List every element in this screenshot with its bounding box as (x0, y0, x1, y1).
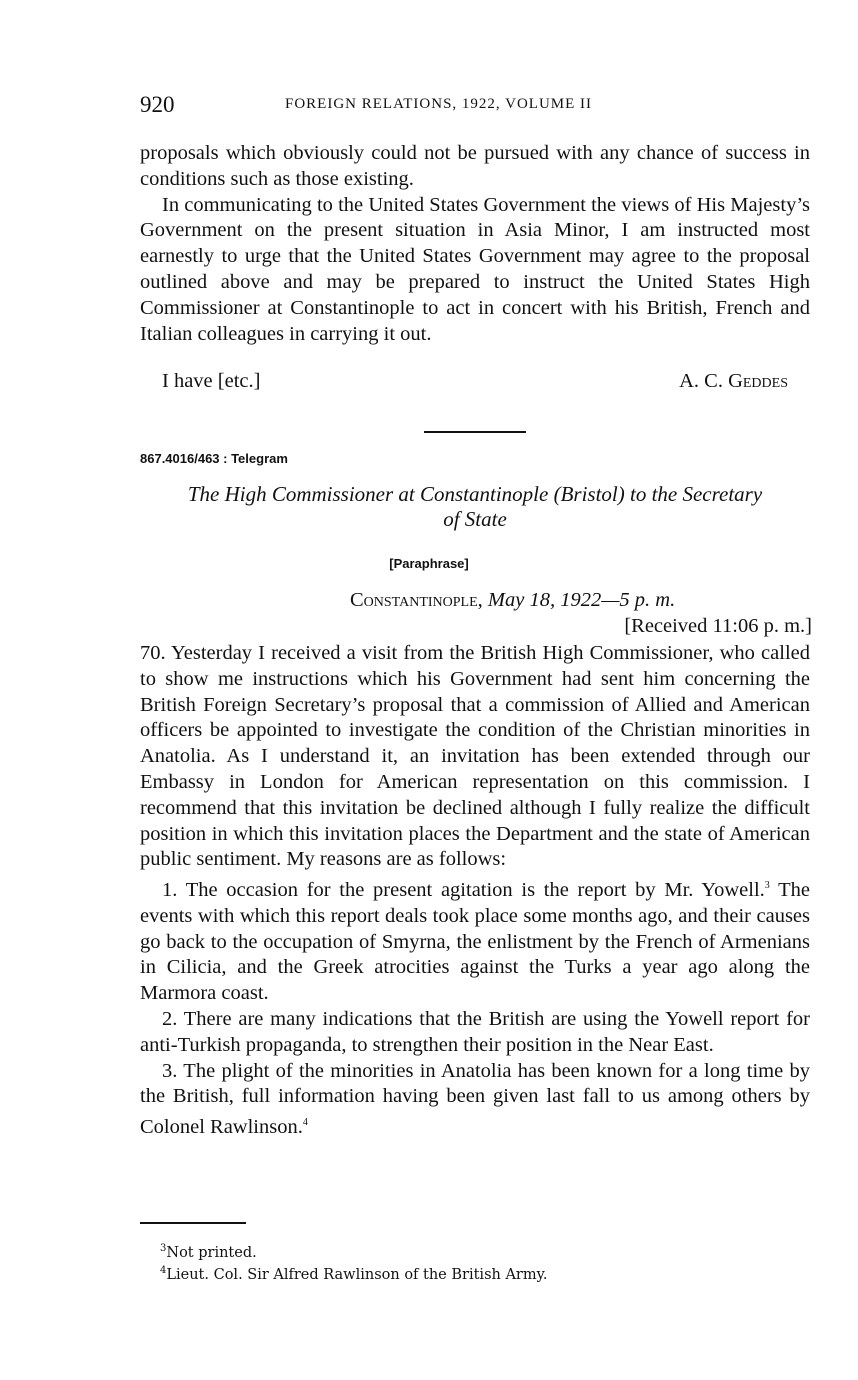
date: May 18, 1922—5 p. m. (487, 589, 676, 611)
footnotes (160, 1240, 547, 1284)
paragraph-text: 1. The occasion for the present agitation is the report by Mr. Yowell. (162, 879, 765, 901)
footnote (160, 1262, 547, 1284)
paragraph-text: 3. The plight of the minorities in Anatolia has been known for a long time by the British, full information having been given last fall to us among others by Colonel Rawlinson. (140, 1059, 810, 1138)
document-title (140, 482, 810, 532)
footnote-mark: 3 (160, 1243, 167, 1254)
telegram-body (140, 641, 810, 1141)
letter-continuation (140, 141, 810, 347)
title-line: The High Commissioner at Constantinople (Bristol) to the Secretary (187, 482, 763, 506)
footnote-ref: 4 (302, 1117, 308, 1129)
footnote-divider (140, 1222, 246, 1224)
dateline (350, 589, 675, 612)
footnote-text: Not printed. (166, 1244, 257, 1261)
file-reference: 867.4016/463 : Telegram (140, 451, 288, 466)
letter-closing (162, 370, 788, 393)
letter-paragraph: In communicating to the United States Government the views of His Majesty’s Government on the present situation in Asia Minor, I am instructed most earnestly to urge that the United States Government may agree to the proposal outlined above and may be prepared to instruct the United States High Commissioner at Constantinople to act in concert with his British, French and Italian colleagues in carrying it out. (140, 193, 810, 345)
complimentary-close: I have [etc.] (162, 370, 261, 392)
letter-paragraph: proposals which obviously could not be pursued with any chance of success in conditions such as those existing. (140, 142, 810, 190)
telegram-paragraph (140, 873, 810, 1007)
telegram-paragraph: 70. Yesterday I received a visit from the British High Commissioner, who called to show me instructions which his Government had sent him concerning the British Foreign Secretary’s proposal that a commission of Allied and American officers be appointed to investigate the condition of the Christian minorities in Anatolia. As I understand it, an invitation has been extended through our Embassy in London for American representation on this commission. I recommend that this invitation be declined although I fully realize the difficult position in which this invitation places the Department and the state of American public sentiment. My reasons are as follows: (140, 642, 810, 871)
footnote-mark: 4 (160, 1264, 167, 1276)
paraphrase-label: [Paraphrase] (389, 556, 469, 571)
page-number: 920 (140, 92, 175, 117)
page-header (140, 92, 810, 122)
telegram-paragraph (140, 1059, 810, 1141)
running-head: FOREIGN RELATIONS, 1922, VOLUME II (285, 96, 593, 112)
paragraph-text: The events with which this report deals took place some months ago, and their causes go back to the occupation of Smyrna, the enlistment by the French of Armenians in Cilicia, and the Greek atrocities against the Turks a year ago along the Marmora coast. (140, 879, 810, 1005)
footnote-text: Lieut. Col. Sir Alfred Rawlinson of the British Army. (166, 1266, 548, 1283)
signature: A. C. Geddes (679, 370, 788, 392)
section-divider (424, 431, 526, 433)
footnote (160, 1240, 547, 1262)
footnote-ref: 3 (764, 880, 770, 892)
telegram-paragraph: 2. There are many indications that the British are using the Yowell report for anti-Turkish propaganda, to strengthen their position in the Near East. (140, 1007, 810, 1056)
place: Constantinople, (350, 589, 483, 611)
title-line: of State (443, 507, 507, 531)
received-note: [Received 11:06 p. m.] (624, 615, 812, 637)
